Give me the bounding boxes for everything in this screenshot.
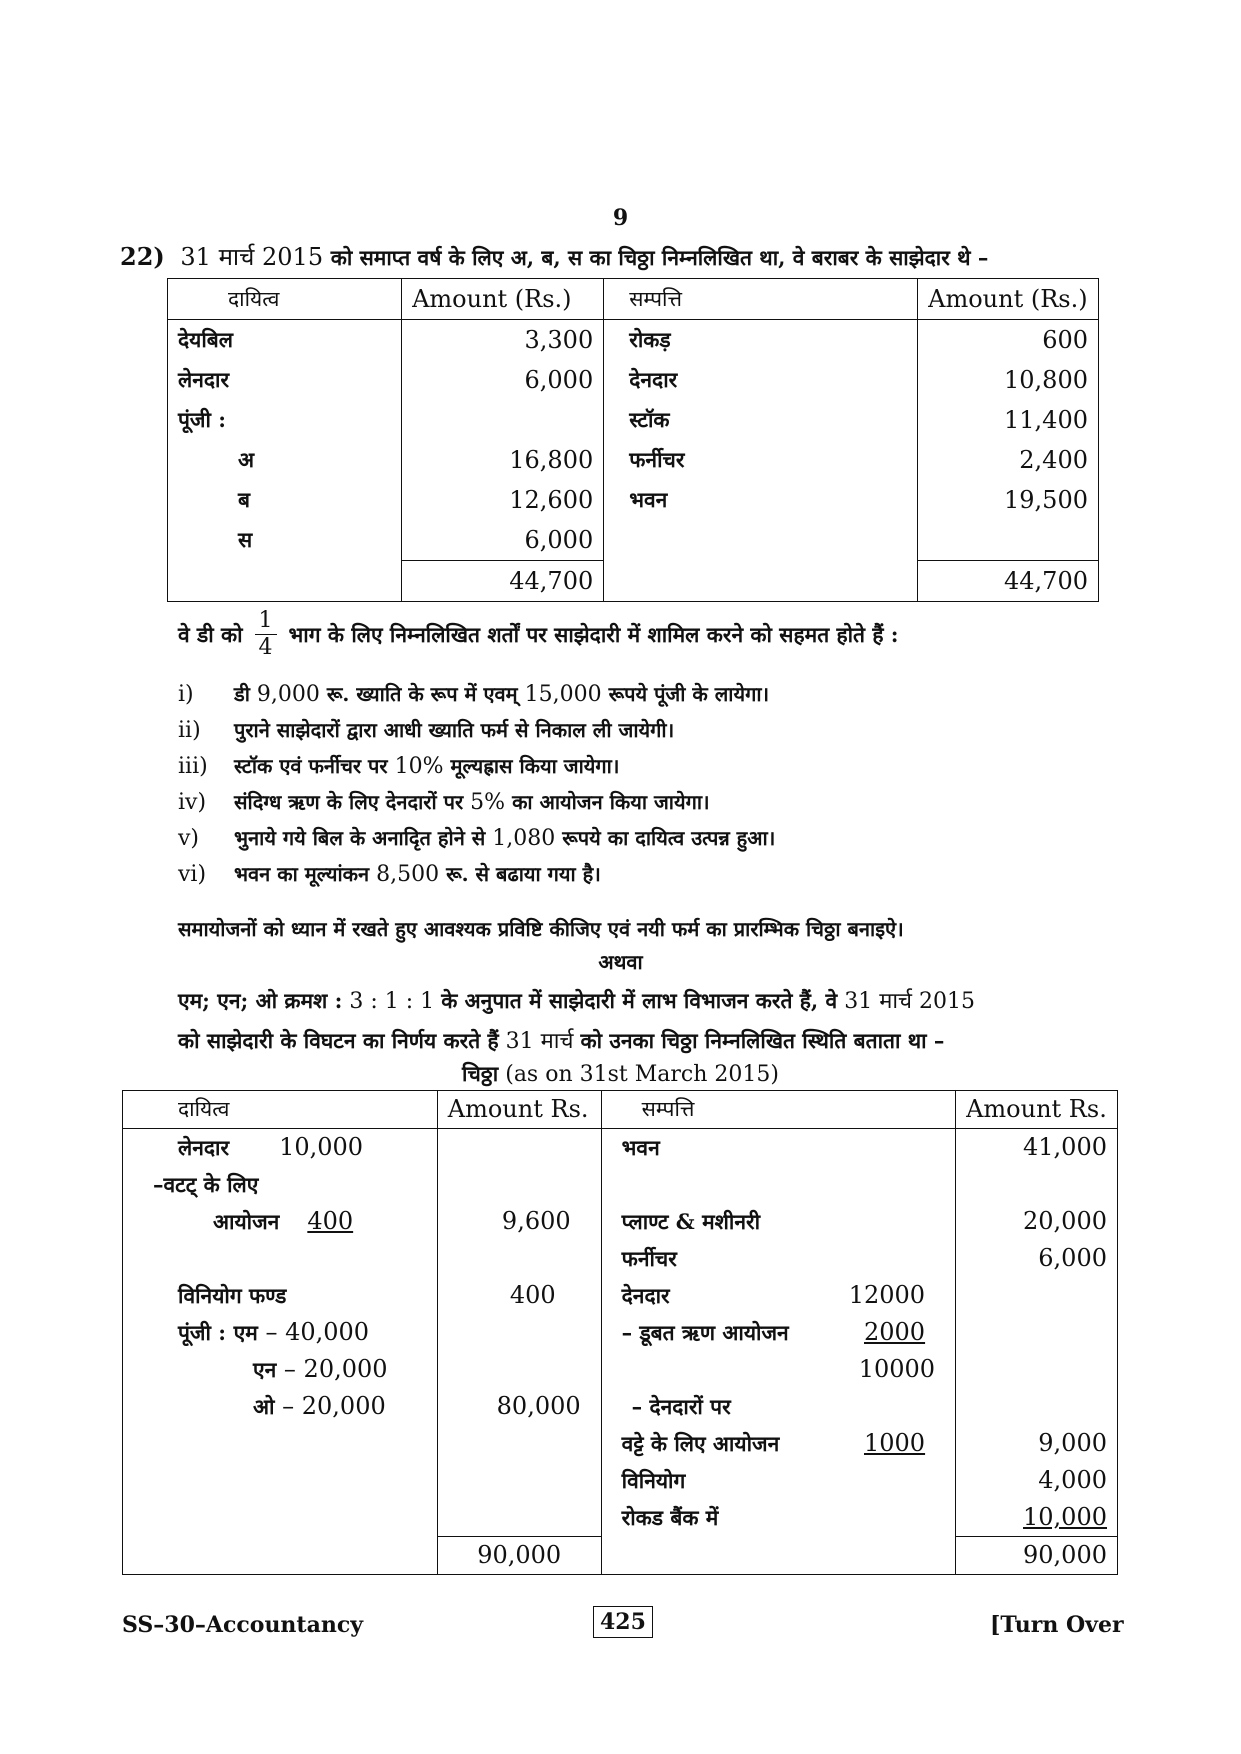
- para-text: को साझेदारी के विघटन का निर्णय करते हैं: [178, 1028, 499, 1053]
- cell: 2,400: [918, 440, 1099, 480]
- cell: 6,000: [956, 1240, 1118, 1277]
- table-row: [123, 1277, 1118, 1314]
- cell: विनियोग: [601, 1462, 955, 1499]
- question-line: [120, 240, 988, 273]
- cell: [437, 1351, 601, 1388]
- header-amount-left: Amount Rs.: [437, 1091, 601, 1129]
- cell: 11,400: [918, 400, 1099, 440]
- cell: प्लाण्ट & मशीनरी: [601, 1203, 955, 1240]
- cell: [956, 1388, 1118, 1425]
- intro-text: [178, 608, 899, 661]
- label: लेनदार: [178, 1135, 230, 1160]
- intro-after: भाग के लिए निम्नलिखित शर्तों पर साझेदारी में शामिल करने को सहमत होते हैं :: [288, 621, 899, 647]
- table-row: [123, 1388, 1118, 1425]
- value: 400: [307, 1207, 354, 1235]
- condition-text: स्टॉक एवं फर्नीचर पर: [234, 754, 388, 778]
- cell: [402, 400, 604, 440]
- cell: 600: [918, 320, 1099, 361]
- table-header: [168, 279, 1099, 320]
- value: – 20,000: [283, 1355, 388, 1383]
- cell: 9,600: [437, 1203, 601, 1240]
- label: – डूबत ऋण आयोजन: [621, 1320, 789, 1345]
- cell: 41,000: [956, 1129, 1118, 1167]
- value: 10,000: [279, 1133, 364, 1161]
- intro-before: वे डी को: [178, 621, 243, 647]
- cell: 10,000: [956, 1499, 1118, 1537]
- table-row: [123, 1203, 1118, 1240]
- cell: 4,000: [956, 1462, 1118, 1499]
- caption-english: (as on 31st March 2015): [505, 1062, 779, 1087]
- header-liabilities: दायित्व: [168, 279, 402, 320]
- cell: लेनदार: [178, 367, 230, 392]
- cell: [956, 1277, 1118, 1314]
- cell: 20,000: [956, 1203, 1118, 1240]
- cell: [604, 520, 918, 561]
- condition-value: 1,080: [492, 826, 556, 851]
- table-row: [123, 1499, 1118, 1537]
- cell: स्टॉक: [604, 400, 918, 440]
- fraction-numerator: 1: [255, 608, 277, 635]
- cell: 10,800: [918, 360, 1099, 400]
- footer-subject-code: SS–30–Accountancy: [122, 1612, 364, 1638]
- table-row: [123, 1351, 1118, 1388]
- condition-text: रूपये पूंजी के लायेगा।: [608, 682, 770, 706]
- condition-6: [178, 860, 601, 887]
- header-amount-left: Amount (Rs.): [402, 279, 604, 320]
- header-assets: सम्पत्ति: [601, 1091, 955, 1129]
- condition-number: ii): [178, 718, 201, 743]
- cell: रोकड़: [604, 320, 918, 361]
- cell: फर्नीचर: [604, 440, 918, 480]
- condition-value: 8,500: [376, 862, 440, 887]
- total-row: [123, 1537, 1118, 1575]
- cell: [601, 1314, 955, 1351]
- condition-2: [178, 716, 674, 743]
- value: 1000: [864, 1429, 926, 1457]
- paragraph-2: [178, 1025, 944, 1055]
- condition-text: रू. से बढाया गया है।: [446, 862, 601, 886]
- condition-value: 10%: [394, 754, 444, 779]
- label: ओ: [253, 1394, 275, 1419]
- total-left: 90,000: [437, 1537, 601, 1575]
- fraction-denominator: 4: [258, 635, 273, 660]
- condition-value: 9,000: [256, 682, 320, 707]
- total-right: 44,700: [918, 561, 1099, 602]
- cell: 16,800: [402, 440, 604, 480]
- cell: [437, 1462, 601, 1499]
- table-header: [123, 1091, 1118, 1129]
- label: आयोजन: [213, 1209, 280, 1234]
- balance-sheet-1: [167, 278, 1099, 602]
- cell: [168, 561, 402, 602]
- condition-text: रू. ख्याति के रूप में एवम्: [326, 682, 518, 706]
- label: पूंजी :: [178, 1320, 227, 1345]
- table-row: [168, 520, 1099, 561]
- cell: भवन: [604, 480, 918, 520]
- cell: [123, 1425, 438, 1462]
- fraction: [255, 608, 277, 661]
- table-row: [168, 480, 1099, 520]
- total-left: 44,700: [402, 561, 604, 602]
- table-row: [168, 400, 1099, 440]
- cell: देनदार: [604, 360, 918, 400]
- cell: [956, 1314, 1118, 1351]
- cell: स: [238, 527, 253, 552]
- cell: फर्नीचर: [601, 1240, 955, 1277]
- cell: 9,000: [956, 1425, 1118, 1462]
- cell: [918, 520, 1099, 561]
- table-row: [123, 1314, 1118, 1351]
- cell: [956, 1351, 1118, 1388]
- condition-text: भवन का मूल्यांकन: [234, 862, 370, 886]
- condition-value: 15,000: [524, 682, 602, 707]
- cell: 80,000: [437, 1388, 601, 1425]
- table-row: [123, 1240, 1118, 1277]
- balance-sheet-caption: [0, 1060, 1241, 1088]
- para-text: एम; एन; ओ क्रमश :: [178, 988, 343, 1013]
- cell: [123, 1203, 438, 1240]
- condition-number: v): [178, 826, 200, 851]
- question-number: 22): [120, 242, 165, 271]
- condition-5: [178, 824, 775, 851]
- condition-text: का आयोजन किया जायेगा।: [512, 790, 710, 814]
- or-separator: अथवा: [598, 950, 643, 974]
- cell: [123, 1314, 438, 1351]
- label: देनदार: [621, 1283, 670, 1308]
- page-number: 9: [612, 205, 629, 231]
- para-text: को उनका चिठ्ठा निम्नलिखित स्थिति बताता था –: [580, 1028, 945, 1053]
- turn-over-note: [Turn Over: [990, 1612, 1124, 1638]
- cell: देयबिल: [178, 327, 233, 352]
- cell: 6,000: [402, 520, 604, 561]
- condition-number: iv): [178, 790, 207, 815]
- cell: –वटट् के लिए: [153, 1172, 259, 1197]
- label: एम: [233, 1320, 258, 1345]
- condition-4: [178, 788, 710, 815]
- table-row: [168, 320, 1099, 361]
- cell: अ: [238, 447, 255, 472]
- cell: [437, 1425, 601, 1462]
- cell: विनियोग फण्ड: [178, 1283, 287, 1308]
- condition-1: [178, 680, 769, 707]
- cell: [123, 1462, 438, 1499]
- question-date: 31 मार्च 2015: [180, 243, 324, 271]
- condition-text: रूपये का दायित्व उत्पन्न हुआ।: [562, 826, 776, 850]
- cell: [604, 561, 918, 602]
- cell: [601, 1277, 955, 1314]
- para-date: 31 मार्च: [505, 1029, 574, 1054]
- cell: [123, 1351, 438, 1388]
- footer-page-number: 425: [593, 1606, 653, 1638]
- condition-text: भुनाये गये बिल के अनादृित होने से: [234, 826, 486, 850]
- condition-text: मूल्यह्रास किया जायेगा।: [450, 754, 620, 778]
- para-date: 31 मार्च 2015: [844, 989, 976, 1014]
- cell: 400: [437, 1277, 601, 1314]
- cell: ब: [238, 487, 250, 512]
- condition-number: vi): [178, 862, 207, 887]
- cell: [601, 1166, 955, 1203]
- table-row: [123, 1462, 1118, 1499]
- table-row: [168, 360, 1099, 400]
- header-liabilities: दायित्व: [123, 1091, 438, 1129]
- total-right: 90,000: [956, 1537, 1118, 1575]
- cell: [437, 1129, 601, 1167]
- cell: रोकड बैंक में: [601, 1499, 955, 1537]
- cell: [123, 1388, 438, 1425]
- cell: [123, 1240, 438, 1277]
- condition-text: संदिग्ध ऋण के लिए देनदारों पर: [234, 790, 464, 814]
- cell: [123, 1537, 438, 1575]
- table-row: [123, 1425, 1118, 1462]
- cell: 12,600: [402, 480, 604, 520]
- table-row: [123, 1129, 1118, 1167]
- adjustment-instruction: समायोजनों को ध्यान में रखते हुए आवश्यक प्रविष्टि कीजिए एवं नयी फर्म का प्रारम्भिक चिठ्ठा बनाइऐ।: [178, 917, 904, 941]
- table-row: [123, 1166, 1118, 1203]
- value: 2000: [864, 1318, 926, 1346]
- value: – 40,000: [265, 1318, 370, 1346]
- condition-text: डी: [234, 682, 250, 706]
- question-text: को समाप्त वर्ष के लिए अ, ब, स का चिठ्ठा निम्नलिखित था, वे बराबर के साझेदार थे –: [330, 245, 989, 270]
- label: वट्टे के लिए आयोजन: [621, 1431, 780, 1456]
- cell: [123, 1499, 438, 1537]
- value: 12000: [848, 1281, 926, 1309]
- header-amount-right: Amount (Rs.): [918, 279, 1099, 320]
- cell: [123, 1129, 438, 1167]
- ratio: 3 : 1 : 1: [349, 989, 435, 1014]
- value: – 20,000: [282, 1392, 386, 1420]
- cell: [601, 1537, 955, 1575]
- cell: 6,000: [402, 360, 604, 400]
- cell: पूंजी :: [178, 407, 227, 432]
- condition-value: 5%: [470, 790, 506, 815]
- label: एन: [253, 1357, 277, 1382]
- balance-sheet-2: [122, 1090, 1118, 1575]
- cell: [437, 1240, 601, 1277]
- cell: – देनदारों पर: [601, 1388, 955, 1425]
- header-assets: सम्पत्ति: [604, 279, 918, 320]
- header-amount-right: Amount Rs.: [956, 1091, 1118, 1129]
- paragraph-1: [178, 985, 975, 1015]
- condition-number: i): [178, 682, 194, 707]
- cell: भवन: [601, 1129, 955, 1167]
- caption-hindi: चिठ्ठा: [462, 1061, 499, 1086]
- condition-text: पुराने साझेदारों द्वारा आधी ख्याति फर्म से निकाल ली जायेगी।: [234, 718, 675, 742]
- table-row: [168, 440, 1099, 480]
- cell: [437, 1166, 601, 1203]
- condition-3: [178, 752, 619, 779]
- cell: 10000: [601, 1351, 955, 1388]
- cell: [956, 1166, 1118, 1203]
- cell: 3,300: [402, 320, 604, 361]
- cell: [437, 1314, 601, 1351]
- total-row: [168, 561, 1099, 602]
- cell: [437, 1499, 601, 1537]
- cell: 19,500: [918, 480, 1099, 520]
- para-text: के अनुपात में साझेदारी में लाभ विभाजन करते हैं, वे: [441, 988, 838, 1013]
- condition-number: iii): [178, 754, 208, 779]
- cell: [601, 1425, 955, 1462]
